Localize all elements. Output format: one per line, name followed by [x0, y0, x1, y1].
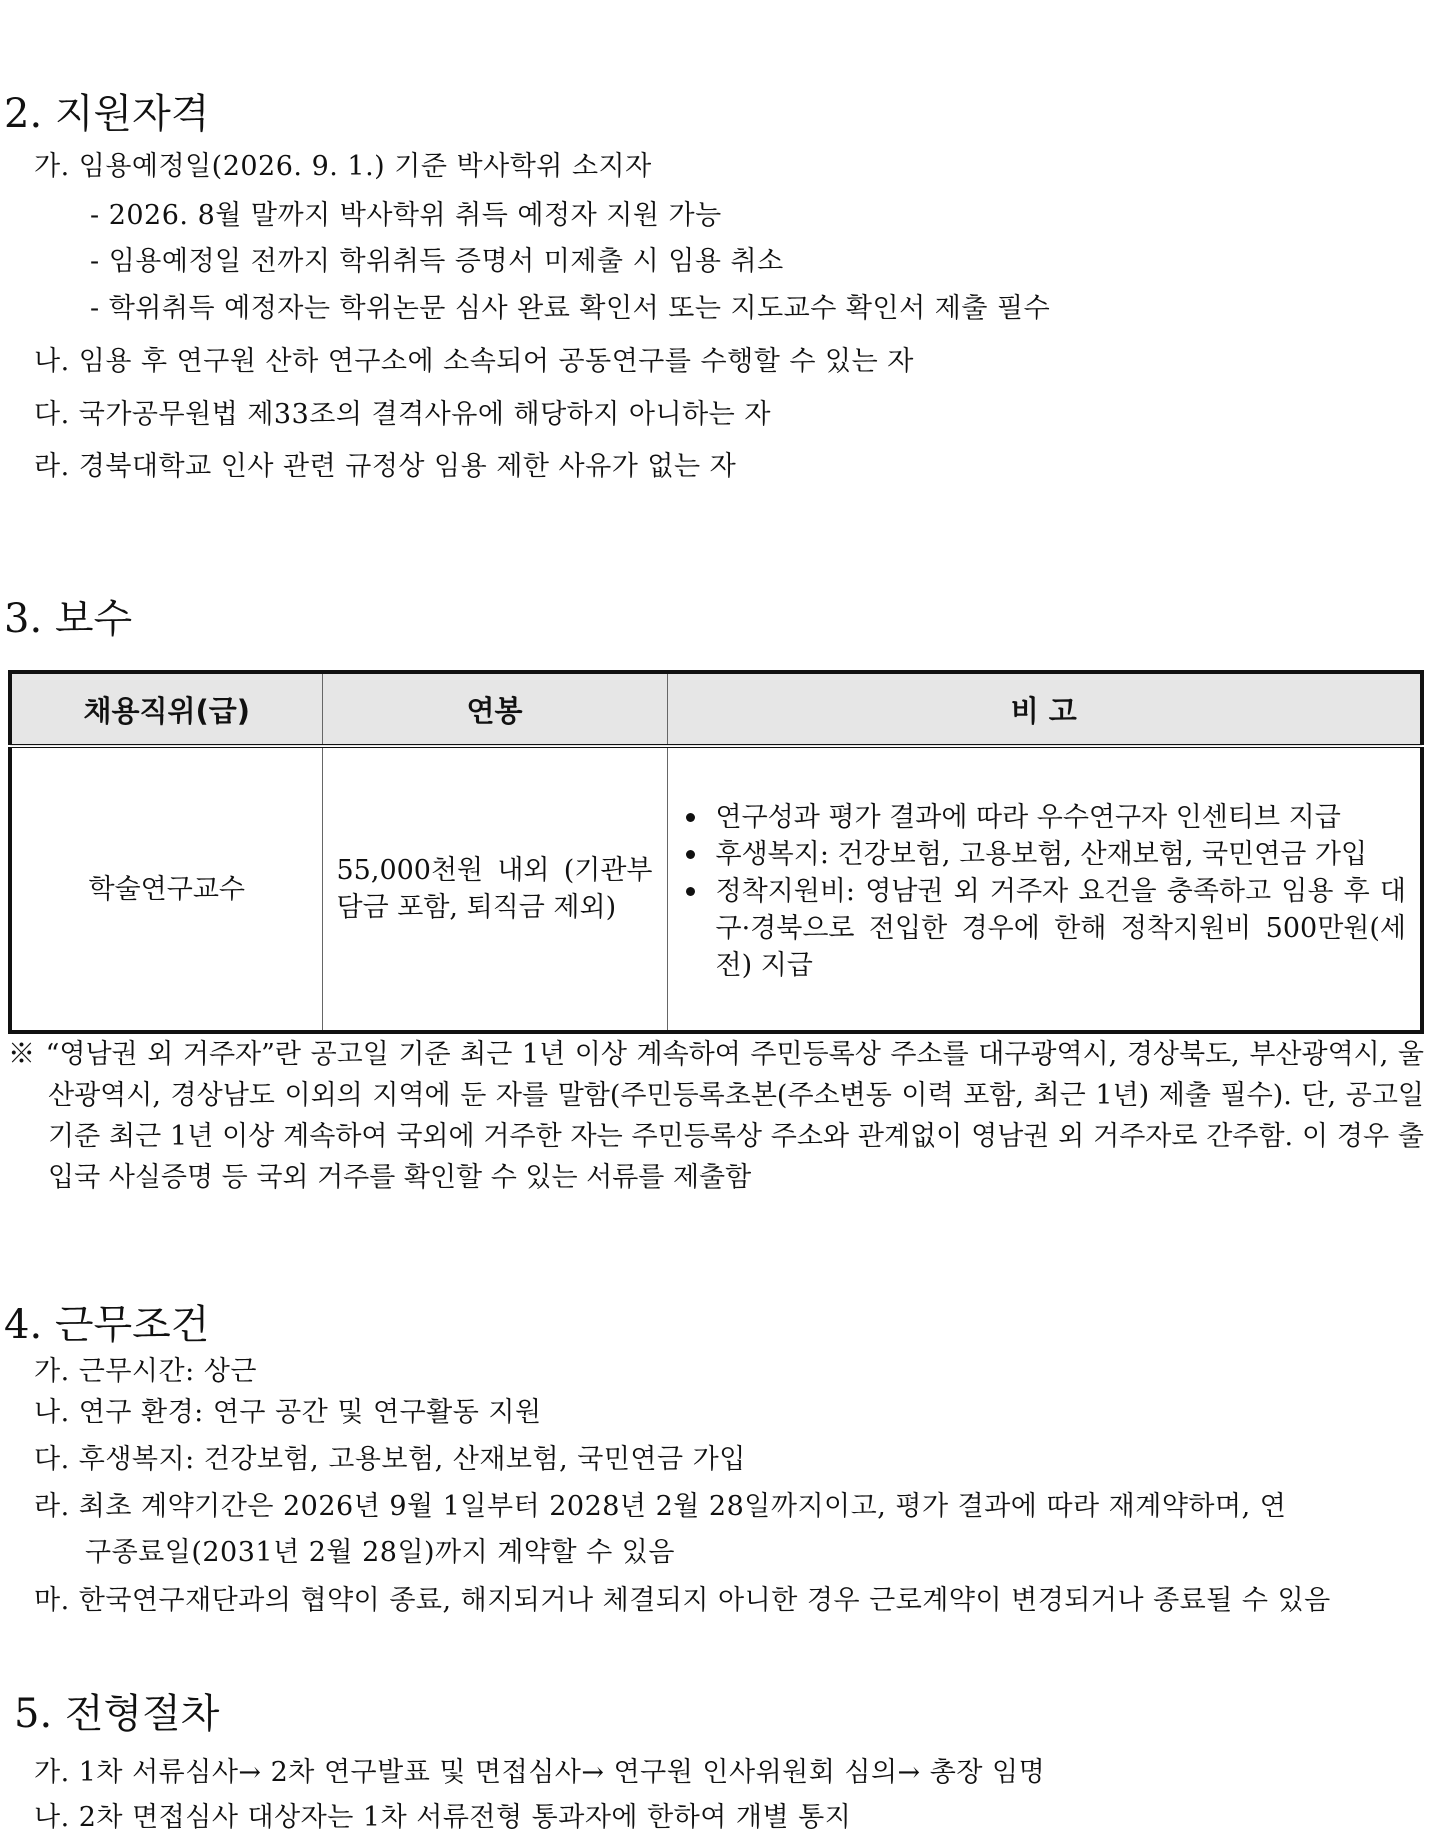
- header-salary: 연봉: [322, 672, 667, 746]
- header-position: 채용직위(급): [10, 672, 322, 746]
- section-2-title: 2. 지원자격: [4, 91, 210, 137]
- process-item-a: 가. 1차 서류심사→ 2차 연구발표 및 면접심사→ 연구원 인사위원회 심의→ 총장 임명: [34, 1757, 1046, 1788]
- conditions-item-d-cont: 구종료일(2031년 2월 28일)까지 계약할 수 있음: [85, 1537, 675, 1568]
- conditions-item-c: 다. 후생복지: 건강보험, 고용보험, 산재보험, 국민연금 가입: [34, 1444, 746, 1475]
- cell-position: 학술연구교수: [10, 746, 322, 1032]
- cell-salary: 55,000천원 내외 (기관부담금 포함, 퇴직금 제외): [322, 746, 667, 1032]
- section-3-title: 3. 보수: [4, 596, 133, 642]
- section-4-title: 4. 근무조건: [4, 1302, 210, 1348]
- header-remarks: 비 고: [667, 672, 1422, 746]
- eligibility-sub-1: - 2026. 8월 말까지 박사학위 취득 예정자 지원 가능: [90, 200, 722, 231]
- cell-remarks: [667, 746, 1422, 1032]
- eligibility-item-b: 나. 임용 후 연구원 산하 연구소에 소속되어 공동연구를 수행할 수 있는 자: [34, 346, 914, 377]
- remarks-list: [680, 799, 1407, 984]
- remark-item: 정착지원비: 영남권 외 거주자 요건을 충족하고 임용 후 대구·경북으로 전입한 경우에 한해 정착지원비 500만원(세전) 지급: [680, 873, 1407, 984]
- salary-table: [8, 670, 1424, 1034]
- eligibility-item-d: 라. 경북대학교 인사 관련 규정상 임용 제한 사유가 없는 자: [34, 451, 737, 482]
- eligibility-item-c: 다. 국가공무원법 제33조의 결격사유에 해당하지 아니하는 자: [34, 399, 771, 430]
- conditions-item-a: 가. 근무시간: 상근: [34, 1356, 257, 1387]
- eligibility-sub-3: - 학위취득 예정자는 학위논문 심사 완료 확인서 또는 지도교수 확인서 제출 필수: [90, 293, 1051, 324]
- table-row: [10, 746, 1422, 1032]
- conditions-item-e: 마. 한국연구재단과의 협약이 종료, 해지되거나 체결되지 아니한 경우 근로계약이 변경되거나 종료될 수 있음: [34, 1585, 1331, 1616]
- conditions-item-d: 라. 최초 계약기간은 2026년 9월 1일부터 2028년 2월 28일까지이고, 평가 결과에 따라 재계약하며, 연: [34, 1491, 1287, 1522]
- eligibility-item-a: 가. 임용예정일(2026. 9. 1.) 기준 박사학위 소지자: [34, 151, 652, 182]
- eligibility-sub-2: - 임용예정일 전까지 학위취득 증명서 미제출 시 임용 취소: [90, 246, 784, 277]
- residency-note: ※ “영남권 외 거주자”란 공고일 기준 최근 1년 이상 계속하여 주민등록상 주소를 대구광역시, 경상북도, 부산광역시, 울산광역시, 경상남도 이외의 지역에 둔 자를 말함(주민등록초본(주소변동 이력 포함, 최근 1년) 제출 필수). 단, 공고일 기준 최근 1년 이상 계속하여 국외에 거주한 자는 주민등록상 주소와 관계없이 영남권 외 거주자로 간주함. 이 경우 출입국 사실증명 등 국외 거주를 확인할 수 있는 서류를 제출함: [8, 1039, 1424, 1193]
- remark-item: 후생복지: 건강보험, 고용보험, 산재보험, 국민연금 가입: [680, 836, 1407, 873]
- remark-item: 연구성과 평가 결과에 따라 우수연구자 인센티브 지급: [680, 799, 1407, 836]
- process-item-b: 나. 2차 면접심사 대상자는 1차 서류전형 통과자에 한하여 개별 통지: [34, 1802, 852, 1833]
- conditions-item-b: 나. 연구 환경: 연구 공간 및 연구활동 지원: [34, 1397, 542, 1428]
- section-5-title: 5. 전형절차: [14, 1691, 220, 1737]
- salary-table-header: [10, 672, 1422, 746]
